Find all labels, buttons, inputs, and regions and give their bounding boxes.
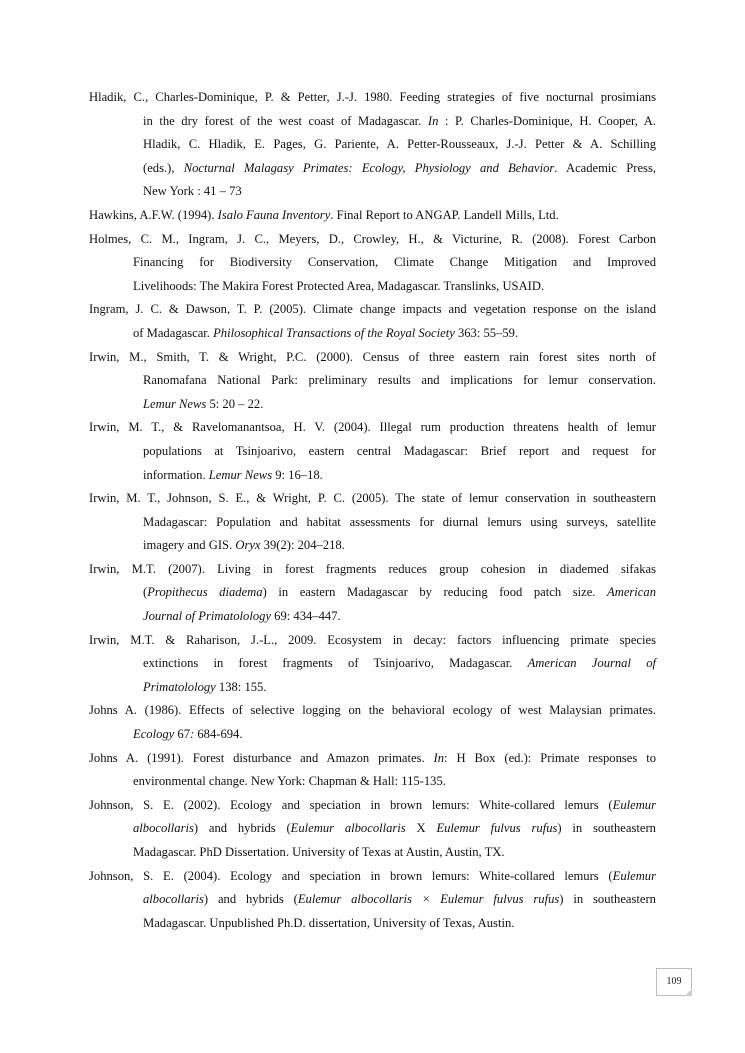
italic-text: Eulemur albocollaris × Eulemur fulvus rufus <box>297 892 560 907</box>
text: Irwin, M., Smith, T. & Wright, P.C. (2000). Census of three eastern rain forest sites north of <box>89 349 656 364</box>
italic-text: albocollaris <box>133 821 194 836</box>
reference-line <box>89 228 656 252</box>
reference-entry <box>89 699 656 746</box>
italic-text: Eulemur fulvus rufus <box>436 821 558 836</box>
italic-text: Propithecus diadema <box>147 585 263 600</box>
text: Livelihoods: The Makira Forest Protected Area, Madagascar. Translinks, USAID. <box>133 278 545 293</box>
reference-line <box>89 275 656 299</box>
text: populations at Tsinjoarivo, eastern central Madagascar: Brief report and request for <box>143 443 656 458</box>
text: New York : 41 – 73 <box>143 184 242 199</box>
reference-line <box>89 346 656 370</box>
italic-text: American <box>607 585 656 600</box>
reference-line <box>89 912 656 936</box>
reference-line <box>89 841 656 865</box>
reference-line <box>89 298 656 322</box>
text: 363: 55–59. <box>454 325 519 340</box>
text: Irwin, M.T. (2007). Living in forest fragments reduces group cohesion in diademed sifakas <box>89 561 656 576</box>
reference-line <box>89 747 656 771</box>
text: 138: 155. <box>215 679 267 694</box>
italic-text: albocollaris <box>143 892 204 907</box>
italic-text: American Journal of <box>527 656 657 671</box>
reference-line <box>89 133 656 157</box>
reference-entry <box>89 865 656 936</box>
text: ) and hybrids ( <box>203 892 298 907</box>
text: Johns A. (1986). Effects of selective logging on the behavioral ecology of west Malaysian primates. <box>89 703 656 718</box>
text: (eds.), <box>143 160 184 175</box>
italic-text: In <box>433 750 445 765</box>
text: Madagascar. Unpublished Ph.D. dissertation, University of Texas, Austin. <box>143 915 515 930</box>
reference-line <box>89 534 656 558</box>
text: of Madagascar. <box>133 325 214 340</box>
text: ) in southeastern <box>559 892 656 907</box>
italic-text: Primatolology <box>143 679 216 694</box>
italic-text: In <box>427 113 439 128</box>
reference-line <box>89 464 656 488</box>
reference-line <box>89 652 656 676</box>
reference-line <box>89 770 656 794</box>
reference-line <box>89 888 656 912</box>
text: 69: 434–447. <box>271 609 341 624</box>
reference-line <box>89 251 656 275</box>
text: Financing for Biodiversity Conservation, Climate Change Mitigation and Improved <box>133 255 656 270</box>
reference-entry <box>89 747 656 794</box>
reference-line <box>89 865 656 889</box>
text: 9: 16–18. <box>272 467 323 482</box>
text: Ingram, J. C. & Dawson, T. P. (2005). Climate change impacts and vegetation response on the island <box>89 302 656 317</box>
text: extinctions in forest fragments of Tsinjoarivo, Madagascar. <box>143 656 528 671</box>
reference-line <box>89 558 656 582</box>
text: Irwin, M. T., Johnson, S. E., & Wright, P. C. (2005). The state of lemur conservation in southeastern <box>89 491 656 506</box>
text: Hladik, C. Hladik, E. Pages, G. Pariente, A. Petter-Rousseaux, J.-J. Petter & A. Schilling <box>143 137 656 152</box>
text: Johnson, S. E. (2002). Ecology and speciation in brown lemurs: White-collared lemurs ( <box>89 797 613 812</box>
reference-line <box>89 723 656 747</box>
text: Ranomafana National Park: preliminary results and implications for lemur conservation. <box>143 373 656 388</box>
text: Hladik, C., Charles-Dominique, P. & Petter, J.-J. 1980. Feeding strategies of five nocturnal prosimians <box>89 90 656 104</box>
reference-line <box>89 817 656 841</box>
reference-line <box>89 416 656 440</box>
reference-line <box>89 487 656 511</box>
reference-line <box>89 440 656 464</box>
text: Johnson, S. E. (2004). Ecology and speciation in brown lemurs: White-collared lemurs ( <box>89 868 613 883</box>
text: : H Box (ed.): Primate responses to <box>444 750 656 765</box>
reference-entry <box>89 86 656 204</box>
italic-text: : <box>190 727 195 742</box>
text: . Academic Press, <box>554 160 656 175</box>
text: ( <box>143 585 148 600</box>
text: ) and hybrids ( <box>193 821 291 836</box>
reference-entry <box>89 629 656 700</box>
reference-line <box>89 581 656 605</box>
reference-line <box>89 86 656 110</box>
reference-entry <box>89 487 656 558</box>
text: 39(2): 204–218. <box>260 538 345 553</box>
text: Madagascar. PhD Dissertation. University of Texas at Austin, Austin, TX. <box>133 845 505 859</box>
text: . Final Report to ANGAP. Landell Mills, Ltd. <box>330 207 559 222</box>
italic-text: Lemur News <box>143 396 207 411</box>
reference-line <box>89 393 656 417</box>
italic-text: Nocturnal Malagasy Primates: Ecology, Physiology and Behavior <box>183 160 555 175</box>
text: ) in eastern Madagascar by reducing food patch size. <box>262 585 608 600</box>
reference-line <box>89 157 656 181</box>
reference-line <box>89 676 656 700</box>
reference-line <box>89 110 656 134</box>
reference-entry <box>89 794 656 865</box>
italic-text: Eulemur albocollaris <box>290 821 406 836</box>
page-number: 109 <box>656 968 692 996</box>
text: Irwin, M.T. & Raharison, J.-L., 2009. Ecosystem in decay: factors influencing primate species <box>89 632 656 647</box>
text: Irwin, M. T., & Ravelomanantsoa, H. V. (2004). Illegal rum production threatens health of lemur <box>89 420 656 435</box>
italic-text: Ecology <box>133 727 175 742</box>
italic-text: Eulemur <box>612 797 656 812</box>
reference-line <box>89 794 656 818</box>
italic-text: Lemur News <box>208 467 273 482</box>
text: Johns A. (1991). Forest disturbance and Amazon primates. <box>89 750 434 765</box>
text: ) in southeastern <box>557 821 656 836</box>
reference-entry <box>89 228 656 299</box>
text: 5: 20 – 22. <box>206 396 264 411</box>
reference-line <box>89 605 656 629</box>
reference-line <box>89 629 656 653</box>
reference-entry <box>89 204 656 228</box>
reference-line <box>89 511 656 535</box>
text: information. <box>143 467 209 482</box>
italic-text: Journal of Primatolology <box>143 609 272 624</box>
text: 67 <box>174 727 191 742</box>
text: X <box>405 821 437 836</box>
reference-entry <box>89 558 656 629</box>
text: Madagascar: Population and habitat assessments for diurnal lemurs using surveys, satellite <box>143 514 656 529</box>
text: imagery and GIS. <box>143 538 236 553</box>
reference-entry <box>89 298 656 345</box>
reference-line <box>89 180 656 204</box>
reference-line <box>89 699 656 723</box>
text: environmental change. New York: Chapman & Hall: 115-135. <box>133 774 446 789</box>
italic-text: Oryx <box>235 538 261 553</box>
italic-text: Isalo Fauna Inventory <box>217 207 331 222</box>
text: Hawkins, A.F.W. (1994). <box>89 207 218 222</box>
text: 684-694. <box>194 727 243 742</box>
reference-list <box>89 86 656 935</box>
reference-line <box>89 369 656 393</box>
italic-text: Philosophical Transactions of the Royal Society <box>213 325 455 340</box>
italic-text: Eulemur <box>612 868 656 883</box>
reference-line <box>89 204 656 228</box>
reference-entry <box>89 346 656 417</box>
text: in the dry forest of the west coast of Madagascar. <box>143 113 428 128</box>
text: : P. Charles-Dominique, H. Cooper, A. <box>438 113 656 128</box>
reference-entry <box>89 416 656 487</box>
reference-line <box>89 322 656 346</box>
text: Holmes, C. M., Ingram, J. C., Meyers, D., Crowley, H., & Victurine, R. (2008). Forest Carbon <box>89 231 656 246</box>
